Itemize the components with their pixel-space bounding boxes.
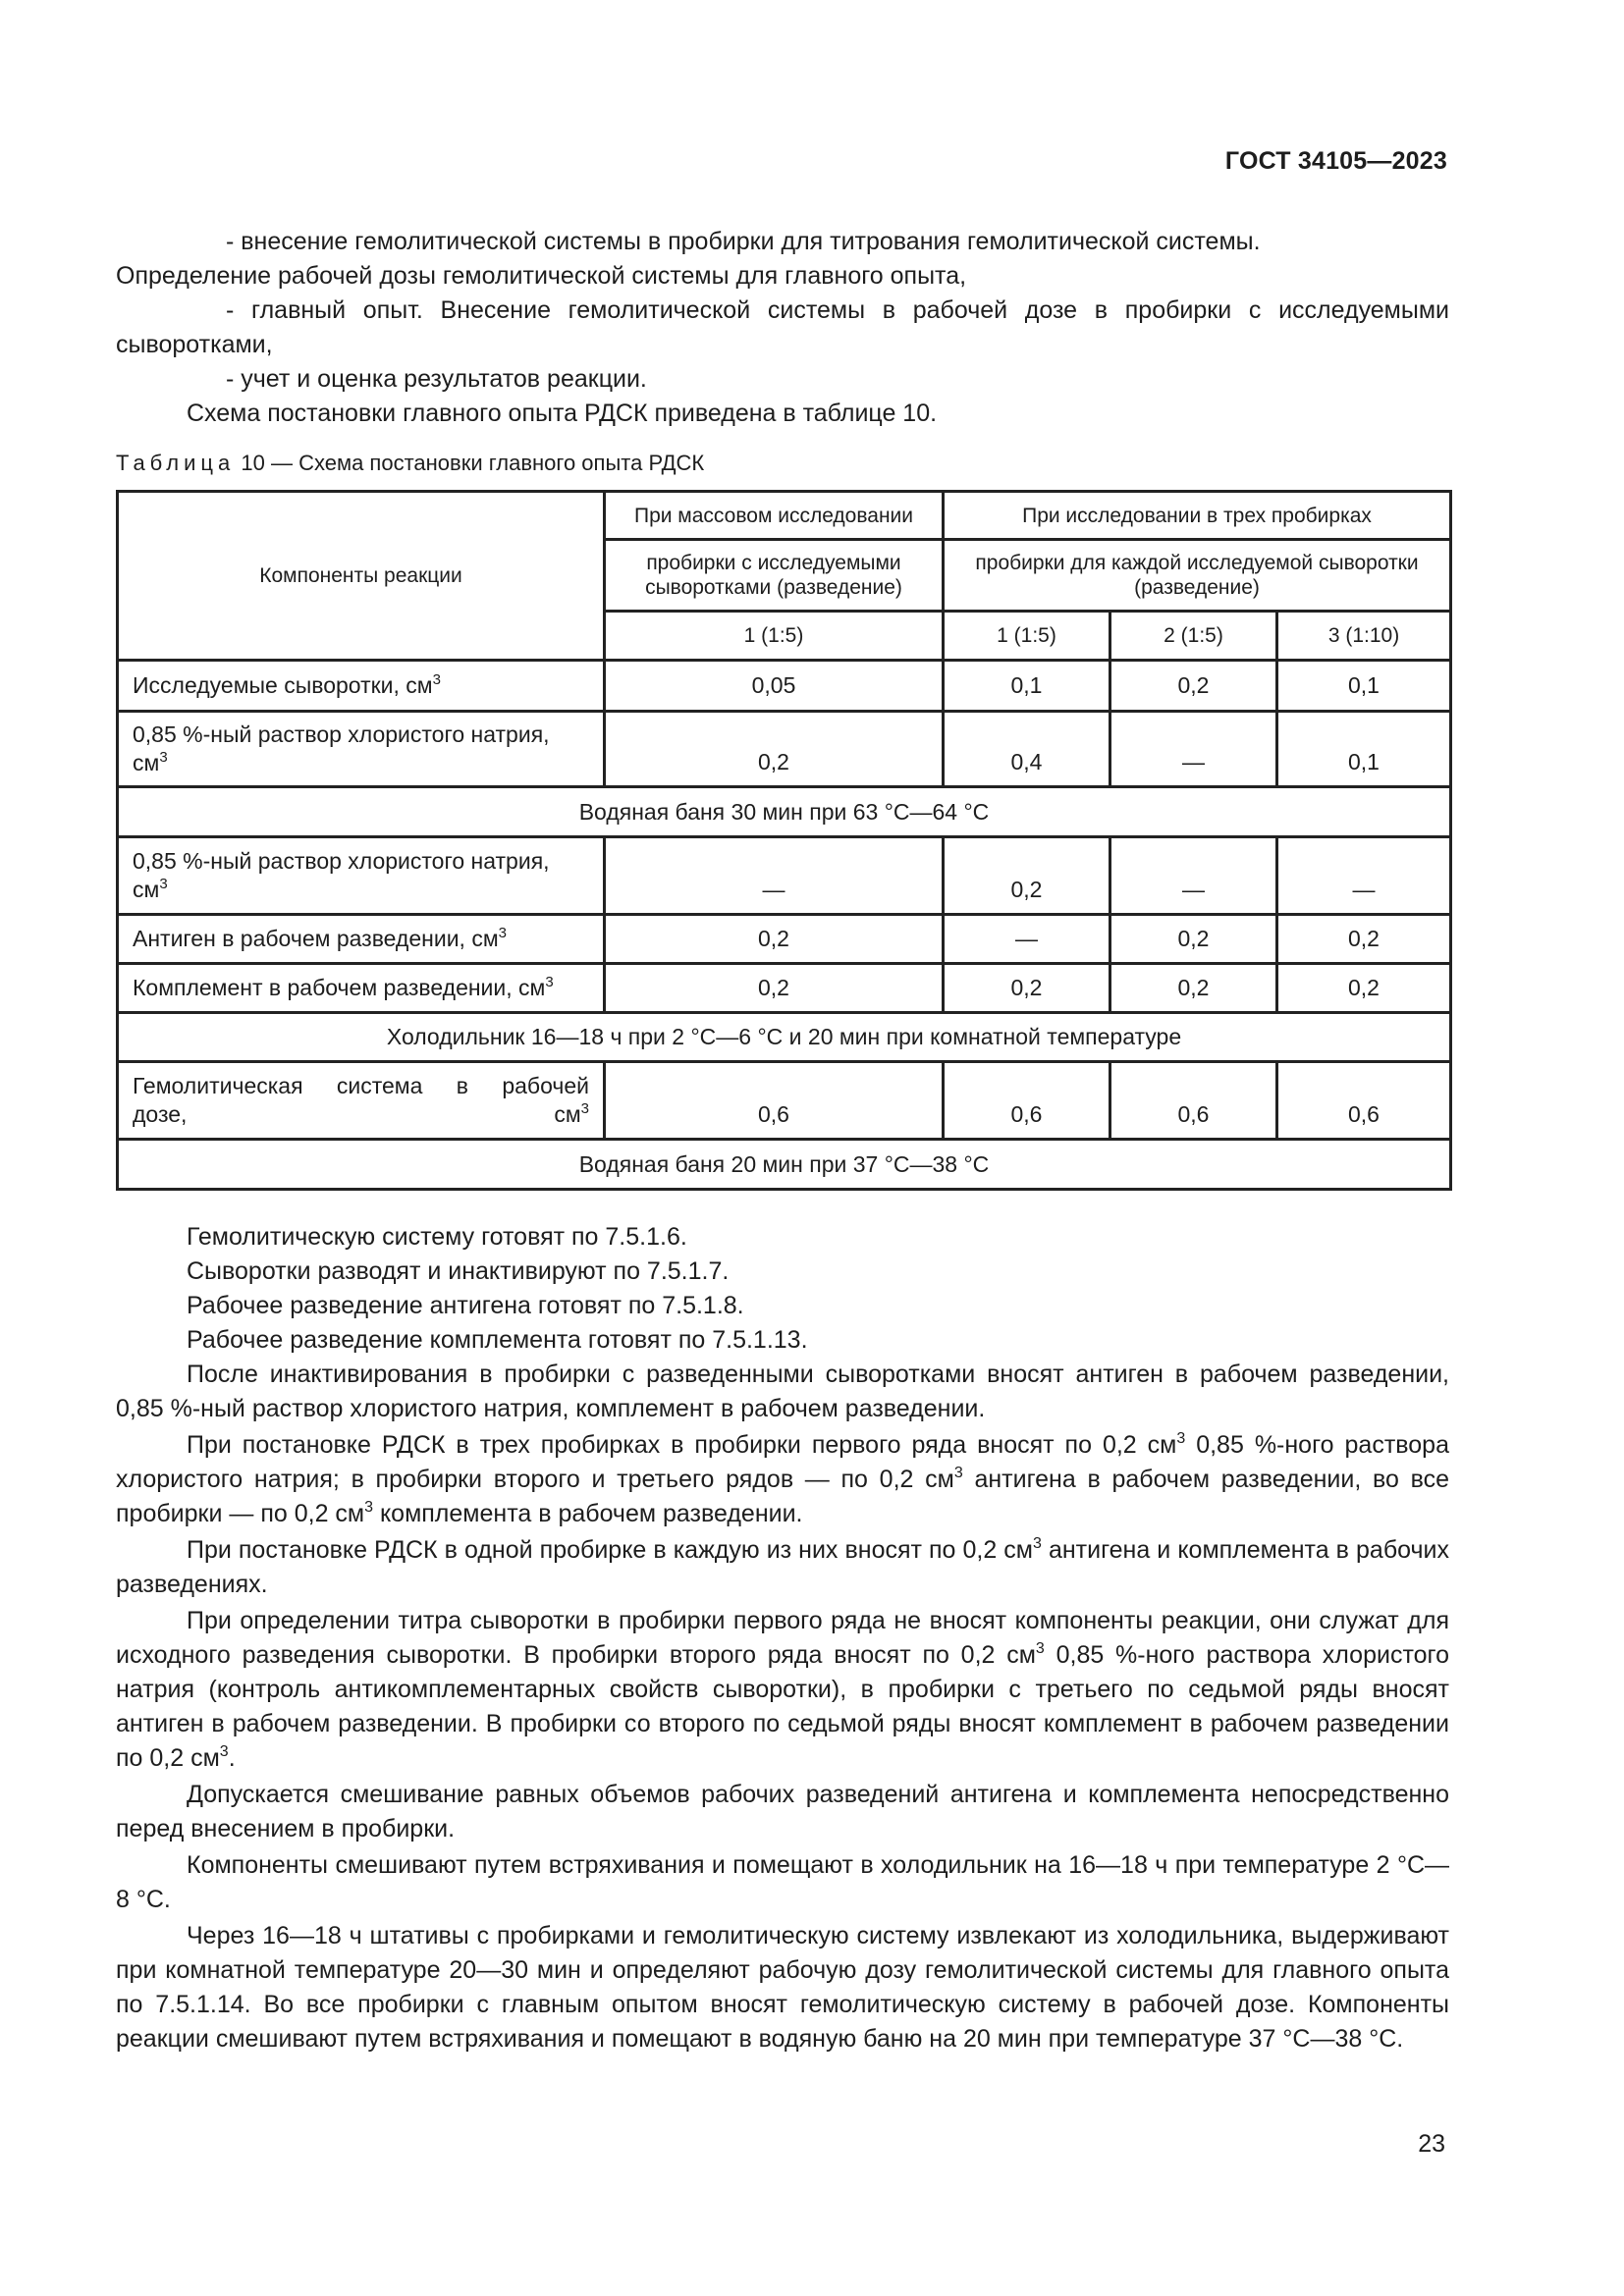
- header-col-4: 3 (1:10): [1277, 612, 1451, 661]
- component-label: Гемолитическая система в рабочей: [133, 1073, 589, 1098]
- superscript: 3: [159, 749, 168, 766]
- component-label: см: [133, 750, 160, 775]
- table-row: [118, 1140, 1451, 1190]
- table-row: [118, 1062, 1451, 1140]
- component-cell: [118, 661, 605, 712]
- superscript: 3: [580, 1100, 589, 1117]
- value-cell: —: [1110, 837, 1277, 915]
- component-cell: [118, 915, 605, 964]
- paragraph: После инактивирования в пробирки с разведенными сыворотками вносят антиген в рабочем разведении, 0,85 %-ный раствор хлористого натрия, комплемент в рабочем разведении.: [116, 1361, 1449, 1422]
- value-cell: 0,6: [944, 1062, 1110, 1140]
- component-cell: [118, 964, 605, 1013]
- value-cell: 0,4: [944, 712, 1110, 787]
- text-run: При определении титра сыворотки в пробирки первого ряда не вносят компоненты реакции, они служат для исходного разведения сыворотки. В пробирки второго ряда вносят по 0,2 см: [116, 1607, 1449, 1669]
- header-three-tubes: При исследовании в трех пробирках: [944, 492, 1451, 540]
- value-cell: 0,2: [605, 712, 944, 787]
- component-label: 0,85 %-ный раствор хлористого натрия,: [133, 721, 550, 747]
- superscript: 3: [498, 925, 507, 941]
- page-number: 23: [1418, 2130, 1445, 2158]
- superscript: 3: [159, 876, 168, 892]
- paragraph: Сыворотки разводят и инактивируют по 7.5.1.7.: [187, 1257, 730, 1285]
- value-cell: 0,1: [1277, 712, 1451, 787]
- value-cell: —: [1110, 712, 1277, 787]
- paragraph: - главный опыт. Внесение гемолитической системы в рабочей дозе в пробирки с исследуемыми сыворотками,: [116, 296, 1449, 358]
- step-row-water-bath-1: Водяная баня 30 мин при 63 °С—64 °С: [118, 787, 1451, 837]
- value-cell: 0,6: [1110, 1062, 1277, 1140]
- paragraph: [116, 1604, 1449, 1776]
- component-label: дозе, см: [133, 1101, 581, 1127]
- superscript: 3: [432, 671, 441, 688]
- superscript: 3: [1176, 1430, 1186, 1447]
- header-components: Компоненты реакции: [118, 492, 605, 661]
- superscript: 3: [364, 1499, 374, 1516]
- value-cell: 0,2: [944, 964, 1110, 1013]
- value-cell: 0,6: [1277, 1062, 1451, 1140]
- text-run: При постановке РДСК в трех пробирках в пробирки первого ряда вносят по 0,2 см: [187, 1431, 1177, 1459]
- superscript: 3: [219, 1743, 229, 1760]
- header-col-1: 1 (1:5): [605, 612, 944, 661]
- table-row: [118, 787, 1451, 837]
- component-label: Исследуемые сыворотки, см: [133, 672, 433, 698]
- paragraph: - внесение гемолитической системы в пробирки для титрования гемолитической системы.: [226, 228, 1261, 255]
- table-row: [118, 964, 1451, 1013]
- component-cell: [118, 712, 605, 787]
- value-cell: 0,2: [944, 837, 1110, 915]
- paragraph: [116, 1533, 1449, 1602]
- paragraph: Компоненты смешивают путем встряхивания и помещают в холодильник на 16—18 ч при температуре 2 °С—8 °С.: [116, 1851, 1449, 1913]
- value-cell: 0,2: [1110, 915, 1277, 964]
- text-run: При постановке РДСК в одной пробирке в каждую из них вносят по 0,2 см: [187, 1536, 1033, 1564]
- table-row: [118, 837, 1451, 915]
- text-run: антигена и комплемента в рабочих разведениях.: [116, 1536, 1449, 1598]
- table-caption-title: 10 — Схема постановки главного опыта РДСК: [235, 451, 705, 475]
- component-label: см: [133, 877, 160, 902]
- header-three-sub: пробирки для каждой исследуемой сыворотки (разведение): [944, 540, 1451, 612]
- value-cell: 0,2: [605, 964, 944, 1013]
- step-row-water-bath-2: Водяная баня 20 мин при 37 °С—38 °С: [118, 1140, 1451, 1190]
- text-run: .: [228, 1744, 236, 1772]
- superscript: 3: [545, 974, 554, 990]
- paragraph: Определение рабочей дозы гемолитической системы для главного опыта,: [116, 262, 967, 290]
- paragraph: [116, 1428, 1449, 1531]
- document-code: ГОСТ 34105—2023: [1224, 147, 1447, 175]
- body-text: [116, 1220, 1449, 2056]
- value-cell: 0,2: [1110, 661, 1277, 712]
- component-cell: [118, 1062, 605, 1140]
- component-label: Антиген в рабочем разведении, см: [133, 926, 499, 951]
- value-cell: 0,1: [1277, 661, 1451, 712]
- component-label: Комплемент в рабочем разведении, см: [133, 975, 546, 1000]
- table-caption: [116, 451, 704, 476]
- step-row-refrigerator: Холодильник 16—18 ч при 2 °С—6 °С и 20 мин при комнатной температуре: [118, 1013, 1451, 1062]
- table-row: [118, 661, 1451, 712]
- paragraph: - учет и оценка результатов реакции.: [226, 365, 647, 393]
- value-cell: 0,2: [1110, 964, 1277, 1013]
- table-caption-word: Таблица: [116, 451, 236, 475]
- table-row: [118, 712, 1451, 787]
- value-cell: 0,2: [605, 915, 944, 964]
- paragraph: Рабочее разведение комплемента готовят по 7.5.1.13.: [187, 1326, 808, 1354]
- header-mass-sub: пробирки с исследуемыми сыворотками (разведение): [605, 540, 944, 612]
- intro-text: [116, 225, 1449, 431]
- header-col-3: 2 (1:5): [1110, 612, 1277, 661]
- table-row: [118, 915, 1451, 964]
- value-cell: 0,2: [1277, 915, 1451, 964]
- value-cell: —: [1277, 837, 1451, 915]
- superscript: 3: [1033, 1535, 1042, 1552]
- superscript: 3: [1035, 1640, 1045, 1657]
- header-col-2: 1 (1:5): [944, 612, 1110, 661]
- paragraph: Рабочее разведение антигена готовят по 7.5.1.8.: [187, 1292, 744, 1319]
- value-cell: 0,6: [605, 1062, 944, 1140]
- text-run: 0,85 %-ного раствора хлористого натрия (контроль антикомплементарных свойств сыворотки), в пробирки с третьего по седьмой ряды вносят антиген в рабочем разведении. В пробирки со второго по седьмой ряды вносят комплемент в рабочем разведении по 0,2 см: [116, 1641, 1449, 1772]
- value-cell: —: [944, 915, 1110, 964]
- paragraph: Допускается смешивание равных объемов рабочих разведений антигена и комплемента непосредственно перед внесением в пробирки.: [116, 1781, 1449, 1842]
- value-cell: —: [605, 837, 944, 915]
- paragraph: Через 16—18 ч штативы с пробирками и гемолитическую систему извлекают из холодильника, выдерживают при комнатной температуре 20—30 мин и определяют рабочую дозу гемолитической системы для главного опыта по 7.5.1.14. Во все пробирки с главным опытом вносят гемолитическую систему в рабочей дозе. Компоненты реакции смешивают путем встряхивания и помещают в водяную баню на 20 мин при температуре 37 °С—38 °С.: [116, 1922, 1449, 2053]
- component-label: 0,85 %-ный раствор хлористого натрия,: [133, 848, 550, 874]
- text-run: комплемента в рабочем разведении.: [373, 1500, 803, 1527]
- value-cell: 0,1: [944, 661, 1110, 712]
- table-row: [118, 1013, 1451, 1062]
- scheme-table: [116, 490, 1452, 1191]
- component-cell: [118, 837, 605, 915]
- value-cell: 0,05: [605, 661, 944, 712]
- superscript: 3: [953, 1465, 963, 1481]
- value-cell: 0,2: [1277, 964, 1451, 1013]
- paragraph: Гемолитическую систему готовят по 7.5.1.6.: [187, 1223, 687, 1251]
- text-run: 0,85 %-ного раствора хлористого натрия; в пробирки второго и третьего рядов — по 0,2 см: [116, 1431, 1449, 1493]
- header-mass-study: При массовом исследовании: [605, 492, 944, 540]
- text-run: антигена в рабочем разведении, во все пробирки — по 0,2 см: [116, 1466, 1450, 1527]
- paragraph: Схема постановки главного опыта РДСК приведена в таблице 10.: [187, 400, 938, 427]
